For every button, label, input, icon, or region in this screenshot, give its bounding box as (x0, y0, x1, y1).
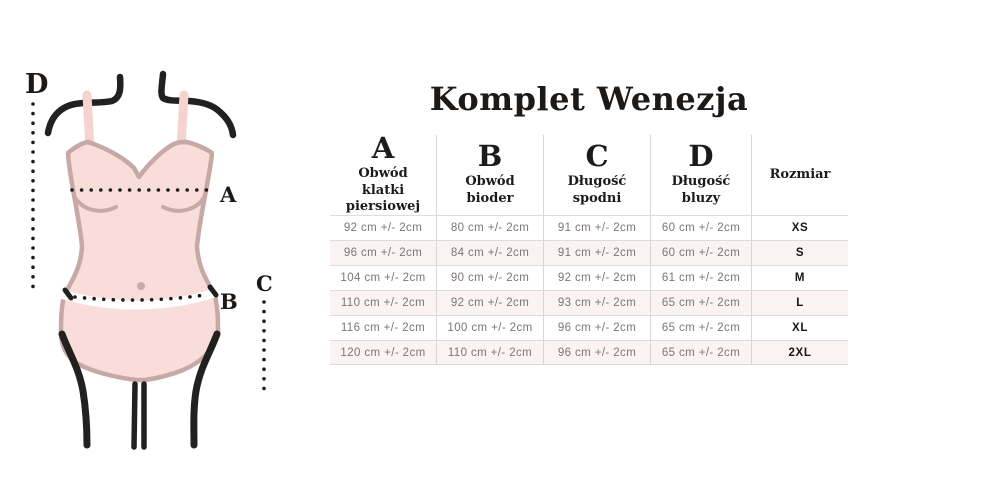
size-cell: XS (791, 222, 809, 234)
column-label: Długość spodni (567, 174, 627, 206)
column-label: Długość bluzy (671, 174, 731, 206)
measurement-cell: 92 cm +/- 2cm (330, 216, 437, 240)
measurement-cell: 91 cm +/- 2cm (544, 216, 651, 240)
measurement-cell: 100 cm +/- 2cm (437, 316, 544, 340)
measurement-cell: 120 cm +/- 2cm (330, 341, 437, 364)
label-a: A (220, 182, 237, 207)
label-d: D (25, 69, 49, 100)
size-cell: S (795, 247, 805, 259)
page-title: Komplet Wenezja (429, 80, 749, 118)
measurement-cell: 96 cm +/- 2cm (544, 316, 651, 340)
measurement-cell: 96 cm +/- 2cm (544, 341, 651, 364)
table-row-l (330, 290, 848, 315)
size-cell: XL (792, 322, 808, 334)
measurement-cell: 60 cm +/- 2cm (651, 216, 752, 240)
left-strap (87, 95, 90, 147)
measurement-cell: 104 cm +/- 2cm (330, 266, 437, 290)
belly-button-dot (137, 282, 145, 290)
measurement-cell: 92 cm +/- 2cm (544, 266, 651, 290)
header-cell-d (651, 135, 752, 215)
column-letter: A (371, 130, 395, 165)
column-label: Obwód klatki piersiowej (345, 165, 421, 215)
measurement-cell: 90 cm +/- 2cm (437, 266, 544, 290)
table-row-2xl (330, 340, 848, 365)
table-row-xs (330, 215, 848, 240)
measurement-cell: 84 cm +/- 2cm (437, 241, 544, 265)
table-header-row (330, 130, 848, 215)
header-cell-size (752, 135, 848, 215)
header-cell-b (437, 135, 544, 215)
size-cell: L (796, 297, 804, 309)
size-cell: M (794, 272, 806, 284)
measurement-cell: 110 cm +/- 2cm (437, 341, 544, 364)
measurement-cell: 65 cm +/- 2cm (651, 341, 752, 364)
measurement-cell: 116 cm +/- 2cm (330, 316, 437, 340)
measurement-cell: 60 cm +/- 2cm (651, 241, 752, 265)
size-table (330, 130, 848, 365)
table-row-xl (330, 315, 848, 340)
column-letter: B (477, 139, 503, 174)
column-letter: C (585, 139, 609, 174)
right-arm-line (161, 74, 233, 135)
inner-leg-line-left (134, 384, 135, 447)
measurement-cell: 93 cm +/- 2cm (544, 291, 651, 315)
measurement-cell: 110 cm +/- 2cm (330, 291, 437, 315)
measurement-cell: 65 cm +/- 2cm (651, 291, 752, 315)
column-label: Rozmiar (769, 166, 831, 182)
measurement-cell: 80 cm +/- 2cm (437, 216, 544, 240)
label-b: B (220, 289, 238, 314)
column-label: Obwód bioder (465, 174, 515, 206)
measurement-cell: 91 cm +/- 2cm (544, 241, 651, 265)
size-cell: 2XL (788, 346, 812, 359)
measurement-cell: 96 cm +/- 2cm (330, 241, 437, 265)
label-c: C (256, 271, 273, 296)
table-row-s (330, 240, 848, 265)
garment-measurement-diagram (0, 0, 330, 500)
measurement-cell: 92 cm +/- 2cm (437, 291, 544, 315)
table-row-m (330, 265, 848, 290)
measurement-cell: 65 cm +/- 2cm (651, 316, 752, 340)
header-cell-c (544, 135, 651, 215)
right-strap (181, 95, 184, 147)
measurement-cell: 61 cm +/- 2cm (651, 266, 752, 290)
header-cell-a (330, 130, 437, 215)
camisole-body (61, 142, 218, 380)
column-letter: D (688, 139, 714, 174)
